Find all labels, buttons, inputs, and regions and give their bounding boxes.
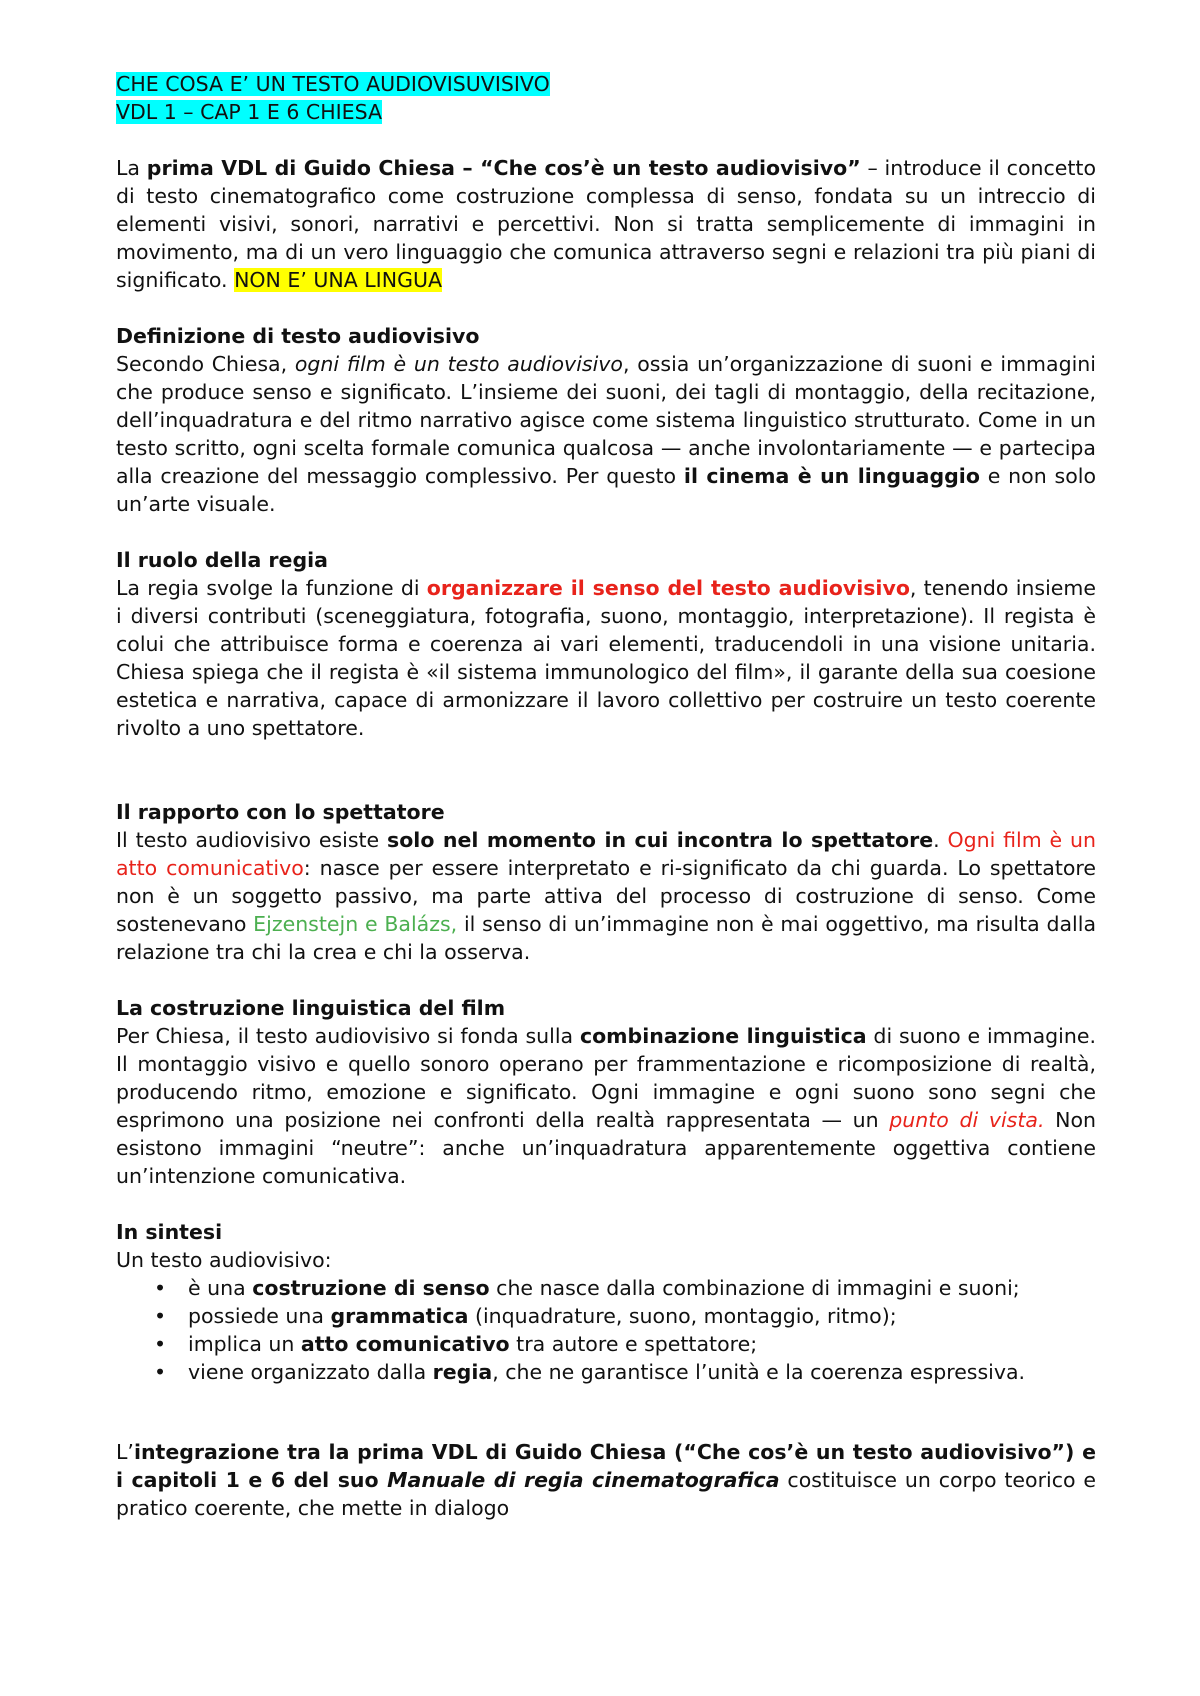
intro-bold-title: prima VDL di Guido Chiesa – “Che cos’è un testo audiovisivo”: [146, 156, 861, 180]
integrazione-bold-italic: Manuale di regia cinematografica: [387, 1468, 780, 1492]
list-item-text: che nasce dalla combinazione di immagini e suoni;: [489, 1276, 1020, 1300]
list-item-text: tra autore e spettatore;: [509, 1332, 758, 1356]
list-item-text: implica un: [188, 1332, 301, 1356]
regia-heading: Il ruolo della regia: [116, 548, 328, 572]
list-item-text: (inquadrature, suono, montaggio, ritmo);: [468, 1304, 897, 1328]
sintesi-list: [116, 1274, 1096, 1386]
spettatore-red: Ogni film è un atto comunicativo: [116, 828, 1096, 880]
list-item-text: possiede una: [188, 1304, 331, 1328]
bullet-icon: •: [154, 1276, 167, 1300]
spettatore-text-2: .: [933, 828, 948, 852]
title-line-2: VDL 1 – CAP 1 E 6 CHIESA: [116, 100, 383, 124]
costruzione-text-3: Non esistono immagini “neutre”: anche un’inquadratura apparentemente oggettiva contiene un’intenzione comunicativa.: [116, 1108, 1096, 1188]
definizione-bold: il cinema è un linguaggio: [683, 464, 980, 488]
spettatore-paragraph: [116, 826, 1096, 966]
list-item: [116, 1302, 1096, 1330]
bullet-icon: •: [154, 1360, 167, 1384]
definizione-heading: Definizione di testo audiovisivo: [116, 324, 480, 348]
definizione-italic: ogni film è un testo audiovisivo: [294, 352, 623, 376]
list-item-text: viene organizzato dalla: [188, 1360, 433, 1384]
spettatore-bold: solo nel momento in cui incontra lo spettatore: [387, 828, 934, 852]
list-item: [116, 1358, 1096, 1386]
spettatore-heading: Il rapporto con lo spettatore: [116, 800, 445, 824]
list-item-bold: regia: [432, 1360, 493, 1384]
bullet-icon: •: [154, 1332, 167, 1356]
integrazione-text-1: L’: [116, 1440, 134, 1464]
costruzione-text-2: di suono e immagine. Il montaggio visivo e quello sonoro operano per frammentazione e ricomposizione di realtà, producendo ritmo, emozione e significato. Ogni immagine e ogni suono sono segni che esprimono una posizione nei confronti della realtà rappresentata — un: [116, 1024, 1096, 1132]
spettatore-text-1: Il testo audiovisivo esiste: [116, 828, 387, 852]
title-line-1: CHE COSA E’ UN TESTO AUDIOVISUVISIVO: [116, 72, 550, 96]
intro-text-2: – introduce il concetto di testo cinematografico come costruzione complessa di senso, fondata su un intreccio di elementi visivi, sonori, narrativi e percettivi. Non si tratta semplicemente di immagini in movimento, ma di un vero linguaggio che comunica attraverso segni e relazioni tra più piani di significato.: [116, 156, 1096, 292]
definizione-paragraph: [116, 350, 1096, 518]
costruzione-bold: combinazione linguistica: [579, 1024, 867, 1048]
bullet-icon: •: [154, 1304, 167, 1328]
list-item-bold: grammatica: [330, 1304, 469, 1328]
regia-paragraph: [116, 574, 1096, 742]
list-item-bold: costruzione di senso: [252, 1276, 490, 1300]
regia-text-2: , tenendo insieme i diversi contributi (sceneggiatura, fotografia, suono, montaggio, interpretazione). Il regista è colui che attribuisce forma e coerenza ai vari elementi, traducendoli in una visione unitaria. Chiesa spiega che il regista è «il sistema immunologico del film», il garante della sua coesione estetica e narrativa, capace di armonizzare il lavoro collettivo per costruire un testo coerente rivolto a uno spettatore.: [116, 576, 1096, 740]
sintesi-heading: In sintesi: [116, 1220, 223, 1244]
costruzione-text-1: Per Chiesa, il testo audiovisivo si fonda sulla: [116, 1024, 580, 1048]
list-item-text: , che ne garantisce l’unità e la coerenza espressiva.: [492, 1360, 1026, 1384]
intro-text-1: La: [116, 156, 147, 180]
document-page: [116, 70, 1096, 1522]
document-title: [116, 70, 1096, 126]
spettatore-text-3: : nasce per essere interpretato e ri-significato da chi guarda. Lo spettatore non è un soggetto passivo, ma parte attiva del processo di costruzione di senso. Come sostenevano: [116, 856, 1097, 936]
list-item: [116, 1274, 1096, 1302]
list-item-bold: atto comunicativo: [300, 1332, 510, 1356]
definizione-text-2: , ossia un’organizzazione di suoni e immagini che produce senso e significato. L’insieme dei suoni, dei tagli di montaggio, della recitazione, dell’inquadratura e del ritmo narrativo agisce come sistema linguistico strutturato. Come in un testo scritto, ogni scelta formale comunica qualcosa — anche involontariamente — e partecipa alla creazione del messaggio complessivo. Per questo: [116, 352, 1096, 488]
integrazione-paragraph: [116, 1438, 1096, 1522]
definizione-text-1: Secondo Chiesa,: [116, 352, 295, 376]
intro-highlight: NON E’ UNA LINGUA: [234, 268, 442, 292]
sintesi-intro: Un testo audiovisivo:: [116, 1248, 332, 1272]
intro-paragraph: [116, 154, 1096, 294]
definizione-text-3: e non solo un’arte visuale.: [116, 464, 1096, 516]
regia-red-bold: organizzare il senso del testo audiovisivo: [426, 576, 910, 600]
regia-text-1: La regia svolge la funzione di: [116, 576, 427, 600]
integrazione-bold: integrazione tra la prima VDL di Guido Chiesa (“Che cos’è un testo audiovisivo”) e i capitoli 1 e 6 del suo: [116, 1440, 1096, 1492]
list-item: [116, 1330, 1096, 1358]
integrazione-text-2: costituisce un corpo teorico e pratico coerente, che mette in dialogo: [116, 1468, 1097, 1520]
costruzione-heading: La costruzione linguistica del film: [116, 996, 506, 1020]
spettatore-text-4: il senso di un’immagine non è mai oggettivo, ma risulta dalla relazione tra chi la crea e chi la osserva.: [116, 912, 1097, 964]
spettatore-green: Ejzenstejn e Balázs,: [253, 912, 458, 936]
list-item-text: è una: [188, 1276, 253, 1300]
costruzione-paragraph: [116, 1022, 1096, 1190]
costruzione-red-italic: punto di vista.: [889, 1108, 1045, 1132]
